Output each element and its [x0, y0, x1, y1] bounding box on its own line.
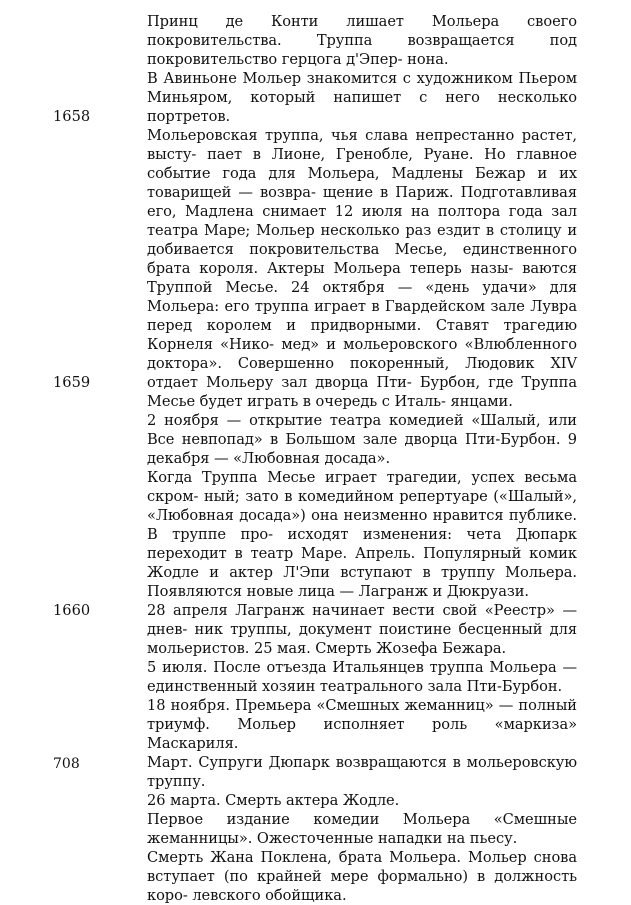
year-1659: 1659	[53, 374, 91, 391]
chronicle-text	[147, 12, 577, 905]
paragraph-precieuses: 18 ноября. Премьера «Смешных жеманниц» — полный триумф. Мольер исполняет роль «маркиза» Маскариля.	[147, 697, 577, 752]
paragraph-conti: Принц де Конти лишает Мольера своего покровительства. Труппа возвращается под покровительство герцога д'Эпер- нона.	[147, 13, 577, 68]
paragraph-july: 5 июля. После отъезда Итальянцев труппа Мольера — единственный хозяин театрального зала Пти-Бурбон.	[147, 659, 577, 695]
paragraph-avignon: В Авиньоне Мольер знакомится с художником Пьером Миньяром, который напишет с него несколько портретов.	[147, 70, 577, 125]
paragraph-1659-main: Когда Труппа Месье играет трагедии, успех весьма скром- ный; зато в комедийном репертуаре («Шалый», «Любовная досада») она неизменно нравится публике. В труппе про- исходят изменения: чета Дюпарк переходит в театр Маре. Апрель. Популярный комик Жодле и актер Л'Эпи вступают в труппу Мольера. Появляются новые лица — Лагранж и Дюкруази.	[147, 469, 578, 600]
year-1660: 1660	[53, 602, 91, 619]
paragraph-registre: 28 апреля Лагранж начинает вести свой «Реестр» — днев- ник труппы, документ поистине бесценный для мольеристов. 25 мая. Смерть Жозефа Бежара.	[147, 602, 577, 657]
year-1658: 1658	[53, 108, 91, 125]
paragraph-1658-main: Мольеровская труппа, чья слава непрестанно растет, высту- пает в Лионе, Гренобле, Руане. Но главное событие года для Мольера, Мадлены Бежар и их товарищей — возвра- щение в Париж. Подготавливая его, Мадлена снимает 12 июля на полтора года зал театра Маре; Мольер несколько раз ездит в столицу и добивается покровительства Месье, единственного брата короля. Актеры Мольера теперь назы- ваются Труппой Месье. 24 октября — «день удачи» для Мольера: его труппа играет в Гвардейском зале Лувра перед королем и придворными. Ставят трагедию Корнеля «Нико- мед» и мольеровского «Влюбленного доктора». Совершенно покоренный, Людовик XIV отдает Мольеру зал дворца Пти- Бурбон, где Труппа Месье будет играть в очередь с Италь- янцами.	[147, 127, 577, 410]
paragraph-1660-march: Март. Супруги Дюпарк возвращаются в мольеровскую труппу.	[147, 754, 577, 790]
paragraph-jodelet-death: 26 марта. Смерть актера Жодле.	[147, 792, 400, 809]
paragraph-petit-bourbon: 2 ноября — открытие театра комедией «Шалый, или Все невпопад» в Большом зале дворца Пти-Бурбон. 9 декабря — «Любовная досада».	[147, 412, 577, 467]
paragraph-poquelin: Смерть Жана Поклена, брата Мольера. Мольер снова вступает (по крайней мере формально) в должность коро- левского обойщика.	[147, 849, 577, 904]
page-number: 708	[53, 756, 80, 772]
paragraph-first-edition: Первое издание комедии Мольера «Смешные жеманницы». Ожесточенные нападки на пьесу.	[147, 811, 577, 847]
